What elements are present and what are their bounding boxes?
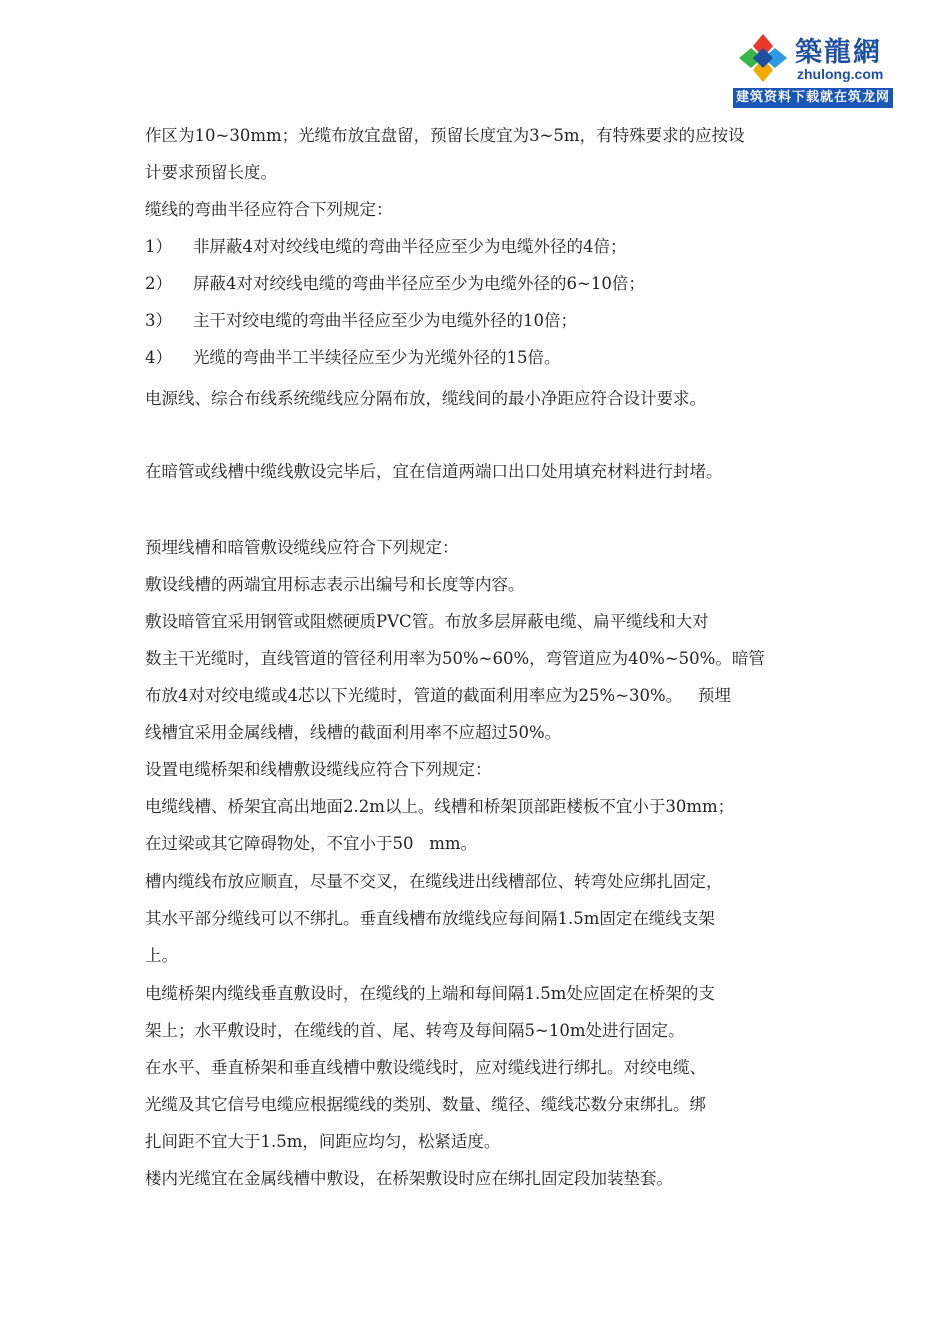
list-item: 4） 光缆的弯曲半工半续径应至少为光缆外径的15倍。 (145, 346, 561, 370)
text-line: 电缆线槽、桥架宜高出地面2.2m以上。线槽和桥架顶部距楼板不宜小于30mm； (145, 797, 735, 816)
text-line: 设置电缆桥架和线槽敷设缆线应符合下列规定： (145, 760, 492, 779)
text-line: 扎间距不宜大于1.5m，间距应均匀，松紧适度。 (145, 1132, 501, 1151)
list-item: 2） 屏蔽4对对绞线电缆的弯曲半径应至少为电缆外径的6~10倍； (145, 272, 645, 296)
list-item: 1） 非屏蔽4对对绞线电缆的弯曲半径应至少为电缆外径的4倍； (145, 235, 627, 259)
text-line: 在水平、垂直桥架和垂直线槽中敷设缆线时，应对缆线进行绑扎。对绞电缆、 (145, 1058, 706, 1077)
list-number: 4） (145, 348, 172, 367)
list-number: 2） (145, 274, 172, 293)
text-line: 光缆及其它信号电缆应根据缆线的类别、数量、缆径、缆线芯数分束绑扎。绑 (145, 1095, 706, 1114)
text-line: 架上；水平敷设时，在缆线的首、尾、转弯及每间隔5~10m处进行固定。 (145, 1021, 685, 1040)
text-line: 敷设线槽的两端宜用标志表示出编号和长度等内容。 (145, 575, 525, 594)
text-line: 缆线的弯曲半径应符合下列规定： (145, 200, 393, 219)
text-line: 电缆桥架内缆线垂直敷设时，在缆线的上端和每间隔1.5m处应固定在桥架的支 (145, 984, 715, 1003)
text-line: 敷设暗管宜采用钢管或阻燃硬质PVC管。布放多层屏蔽电缆、扁平缆线和大对 (145, 612, 709, 631)
zhulong-logo[interactable] (733, 28, 893, 108)
text-line: 预埋线槽和暗管敷设缆线应符合下列规定： (145, 538, 459, 557)
text-line: 电源线、综合布线系统缆线应分隔布放，缆线间的最小净距应符合设计要求。 (145, 389, 706, 408)
text-line: 数主干光缆时，直线管道的管径利用率为50%~60%，弯管道应为40%~50%。暗管 (145, 649, 765, 668)
text-line: 布放4对对绞电缆或4芯以下光缆时，管道的截面利用率应为25%~30%。 预埋 (145, 686, 731, 705)
logo-slogan: 建筑资料下载就在筑龙网 (733, 88, 893, 108)
text-line: 在过梁或其它障碍物处，不宜小于50 mm。 (145, 834, 478, 853)
text-line: 线槽宜采用金属线槽，线槽的截面利用率不应超过50%。 (145, 723, 562, 742)
logo-top (733, 28, 893, 88)
list-number: 1） (145, 237, 172, 256)
zhulong-logo-icon (737, 32, 789, 84)
list-item: 3） 主干对绞电缆的弯曲半径应至少为电缆外径的10倍； (145, 309, 577, 333)
text-line: 槽内缆线布放应顺直，尽量不交叉，在缆线进出线槽部位、转弯处应绑扎固定， (145, 872, 723, 891)
text-line: 上。 (145, 946, 178, 965)
text-line: 计要求预留长度。 (145, 163, 277, 182)
logo-name: 築龍網 (795, 37, 882, 68)
text-line: 楼内光缆宜在金属线槽中敷设，在桥架敷设时应在绑扎固定段加装垫套。 (145, 1169, 673, 1188)
list-number: 3） (145, 311, 172, 330)
text-line: 其水平部分缆线可以不绑扎。垂直线槽布放缆线应每间隔1.5m固定在缆线支架 (145, 909, 715, 928)
text-line: 作区为10~30mm；光缆布放宜盘留，预留长度宜为3~5m，有特殊要求的应按设 (145, 126, 745, 145)
text-line: 在暗管或线槽中缆线敷设完毕后，宜在信道两端口出口处用填充材料进行封堵。 (145, 462, 723, 481)
logo-domain: zhulong.com (797, 66, 884, 82)
